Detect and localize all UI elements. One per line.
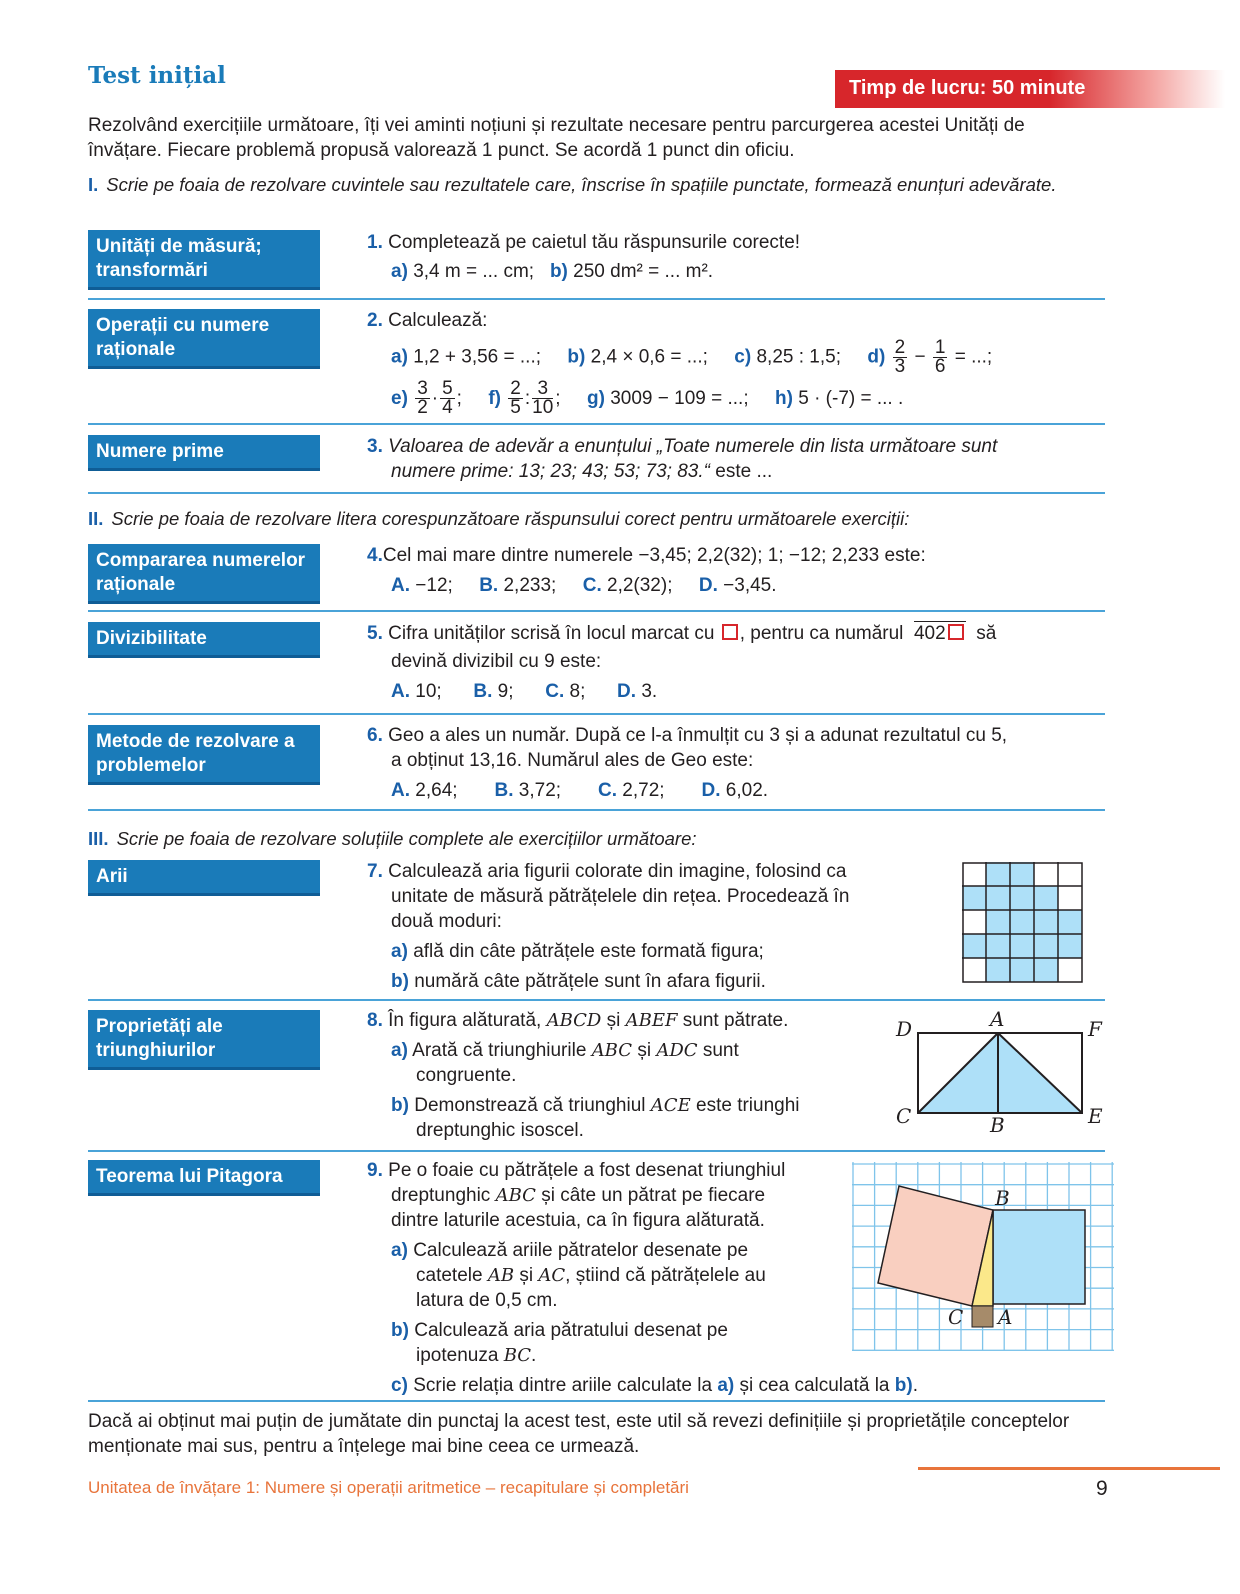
closing-paragraph: Dacă ai obținut mai puțin de jumătate din punctaj la acest test, este util să revezi definițiile și proprietățile conceptelor menționate mai sus, pentru a înțelege mai bine ceea ce urmează. xyxy=(88,1411,1070,1457)
intro-paragraph: Rezolvând exercițiile următoare, îți vei aminti noțiuni și rezultate necesare pentru parcurgerea acestei Unități de învățare. Fiecare problemă propusă valorează 1 punct. Se acordă 1 punct din oficiu. xyxy=(88,115,1025,161)
topic-tag-primes: Numere prime xyxy=(88,435,320,471)
question-8: 8. În figura alăturată, ABCD și ABEF sunt pătrate. a) Arată că triunghiurile ABC și ADC sunt congruente. b) Demonstrează că triunghiul ACE este triunghi dreptunghic isoscel. xyxy=(367,1010,800,1141)
label-C: C xyxy=(948,1305,964,1329)
topic-tag-units: Unități de măsură; transformări xyxy=(88,230,320,290)
divider xyxy=(88,1150,1105,1152)
time-label: Timp de lucru: 50 minute xyxy=(849,77,1086,99)
label-E: E xyxy=(1088,1104,1103,1128)
topic-tag-pythagoras: Teorema lui Pitagora xyxy=(88,1160,320,1196)
topic-tag-divisibility: Divizibilitate xyxy=(88,622,320,658)
label-D: D xyxy=(896,1017,913,1041)
footer-line xyxy=(918,1467,1220,1470)
question-3: 3. Valoarea de adevăr a enunțului „Toate numerele din lista următoare sunt numere prime: 13; 23; 43; 53; 73; 83.“ este ... xyxy=(367,436,998,482)
topic-tag-methods: Metode de rezolvare a problemelor xyxy=(88,725,320,785)
label-A: A xyxy=(990,1007,1005,1031)
divider xyxy=(88,999,1105,1001)
topic-tag-comparison: Compararea numerelor raționale xyxy=(88,544,320,604)
divider xyxy=(88,1400,1105,1402)
page-title: Test inițial xyxy=(88,62,226,89)
red-square-icon xyxy=(722,624,738,640)
divider xyxy=(88,298,1105,300)
section-2-heading: II. Scrie pe foaia de rezolvare litera corespunzătoare răspunsului corect pentru următoarele exerciții: xyxy=(88,508,910,529)
footer-unit-title: Unitatea de învățare 1: Numere și operații aritmetice – recapitulare și completări xyxy=(88,1478,689,1497)
divider xyxy=(88,809,1105,811)
label-A: A xyxy=(998,1305,1013,1329)
pythagoras-figure-q9 xyxy=(852,1162,1114,1352)
question-9: 9. Pe o foaie cu pătrățele a fost desenat triunghiul dreptunghic ABC și câte un pătrat pe fiecare dintre laturile acestuia, ca în figura alăturată. a) Calculează ariile pătratelor desenate pe catetele AB și AC, știind că pătrățelele au latura de 0,5 cm. b) Calculează aria pătratului desenat pe ipotenuza BC. c) Scrie relația dintre ariile calculate la a) și cea calculată la b). xyxy=(367,1160,918,1396)
divider xyxy=(88,713,1105,715)
divider xyxy=(88,492,1105,494)
question-5: 5. Cifra unităților scrisă în locul marcat cu , pentru ca numărul 402 să devină divizibil cu 9 este: A. 10; B. 9; C. 8; D. 3. xyxy=(367,623,997,702)
label-B: B xyxy=(990,1113,1005,1136)
divider xyxy=(88,423,1105,425)
page-number: 9 xyxy=(1096,1477,1108,1500)
divider xyxy=(88,610,1105,612)
question-1: 1. Completează pe caietul tău răspunsurile corecte! a) 3,4 m = ... cm; b) 250 dm² = ... m². xyxy=(367,232,801,282)
red-square-icon xyxy=(948,624,964,640)
section-3-heading: III. Scrie pe foaia de rezolvare soluțiile complete ale exercițiilor următoare: xyxy=(88,828,697,849)
topic-tag-triangles: Proprietăți ale triunghiurilor xyxy=(88,1010,320,1070)
label-B: B xyxy=(995,1186,1010,1210)
question-4: 4.Cel mai mare dintre numerele −3,45; 2,2(32); 1; −12; 2,233 este: A. −12; B. 2,233; C. 2,2(32); D. −3,45. xyxy=(367,545,926,596)
question-7: 7. Calculează aria figurii colorate din imagine, folosind ca unitate de măsură pătrățelele din rețea. Procedează în două moduri: a) află din câte pătrățele este formată figura; b) numără câte pătrățele sunt în afara figurii. xyxy=(367,861,850,992)
grid-figure-q7 xyxy=(962,862,1084,984)
label-C: C xyxy=(896,1104,912,1128)
geometry-figure-q8 xyxy=(890,1006,1115,1136)
topic-tag-areas: Arii xyxy=(88,860,320,896)
question-6: 6. Geo a ales un număr. După ce l-a înmulțit cu 3 și a adunat rezultatul cu 5, a obținut 13,16. Numărul ales de Geo este: A. 2,64; B. 3,72; C. 2,72; D. 6,02. xyxy=(367,725,1008,801)
topic-tag-rational-ops: Operații cu numere raționale xyxy=(88,309,320,369)
time-banner xyxy=(835,70,1225,108)
question-2: 2. Calculează: a) 1,2 + 3,56 = ...; b) 2,4 × 0,6 = ...; c) 8,25 : 1,5; d) $\frac{2}{3}$ − $\frac{1}{6}$ = ...; e) $\frac{3}{2}$ · $\frac{5}{4}$ ; f) $\frac{2}{5}$ : $\frac{3}{10}$ ; g) 3009 − 109 = ...; h) 5 · (-7) = ... . xyxy=(367,310,993,419)
label-F: F xyxy=(1088,1017,1102,1041)
section-1-heading: I. Scrie pe foaia de rezolvare cuvintele sau rezultatele care, înscrise în spațiile punctate, formează enunțuri adevărate. xyxy=(88,174,1057,195)
